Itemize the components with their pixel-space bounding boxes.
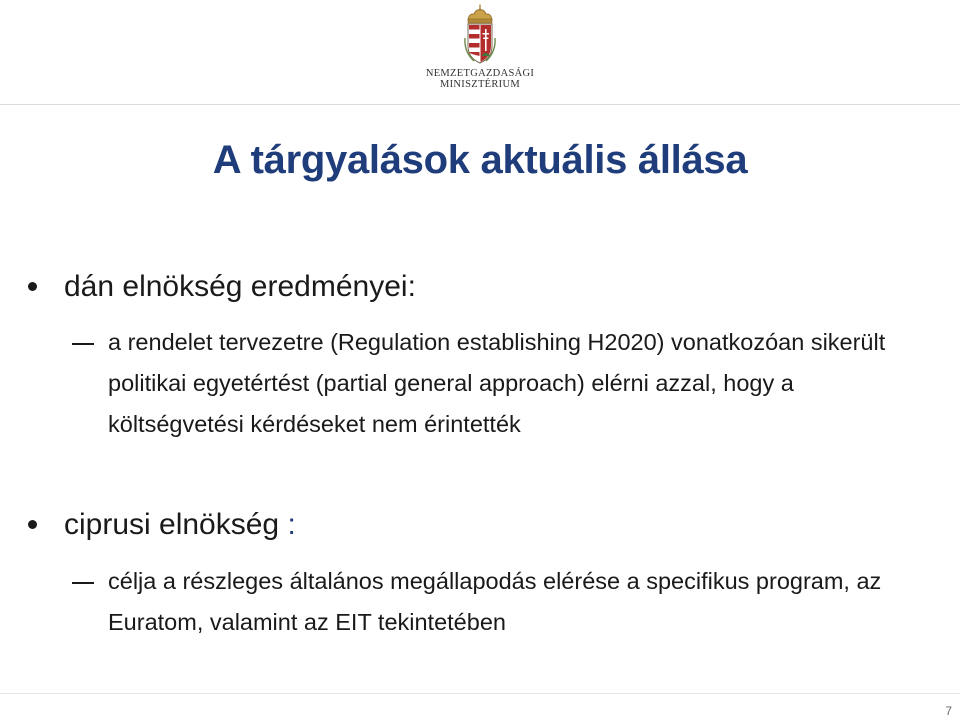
header-divider xyxy=(0,104,960,105)
bullet-label-wrap xyxy=(64,508,296,542)
hungarian-coat-of-arms-icon xyxy=(460,4,500,66)
ministry-name xyxy=(410,68,550,90)
footer-divider xyxy=(0,693,960,694)
bullet-dot-icon xyxy=(28,282,37,291)
dash-icon xyxy=(72,582,94,584)
page-number: 7 xyxy=(945,704,952,718)
bullet-label: ciprusi elnökség xyxy=(64,508,280,541)
sub-bullet-text: a rendelet tervezetre (Regulation establishing H2020) vonatkozóan sikerült politikai egyetértést (partial general approach) elérni azzal, hogy a költségvetési kérdéseket nem érintették xyxy=(108,329,886,437)
sub-bullet-text: célja a részleges általános megállapodás elérése a specifikus program, az Euratom, valamint az EIT tekintetében xyxy=(108,568,882,635)
slide-title: A tárgyalások aktuális állása xyxy=(212,138,748,182)
bullet-dot-icon xyxy=(28,520,37,529)
dash-icon xyxy=(72,343,94,345)
bullet-label: dán elnökség eredményei: xyxy=(64,270,416,303)
bullet-colon: : xyxy=(287,508,296,541)
ministry-name-line2: MINISZTÉRIUM xyxy=(439,79,520,90)
ministry-logo xyxy=(410,4,550,96)
ministry-name-line1: NEMZETGAZDASÁGI xyxy=(425,68,535,79)
